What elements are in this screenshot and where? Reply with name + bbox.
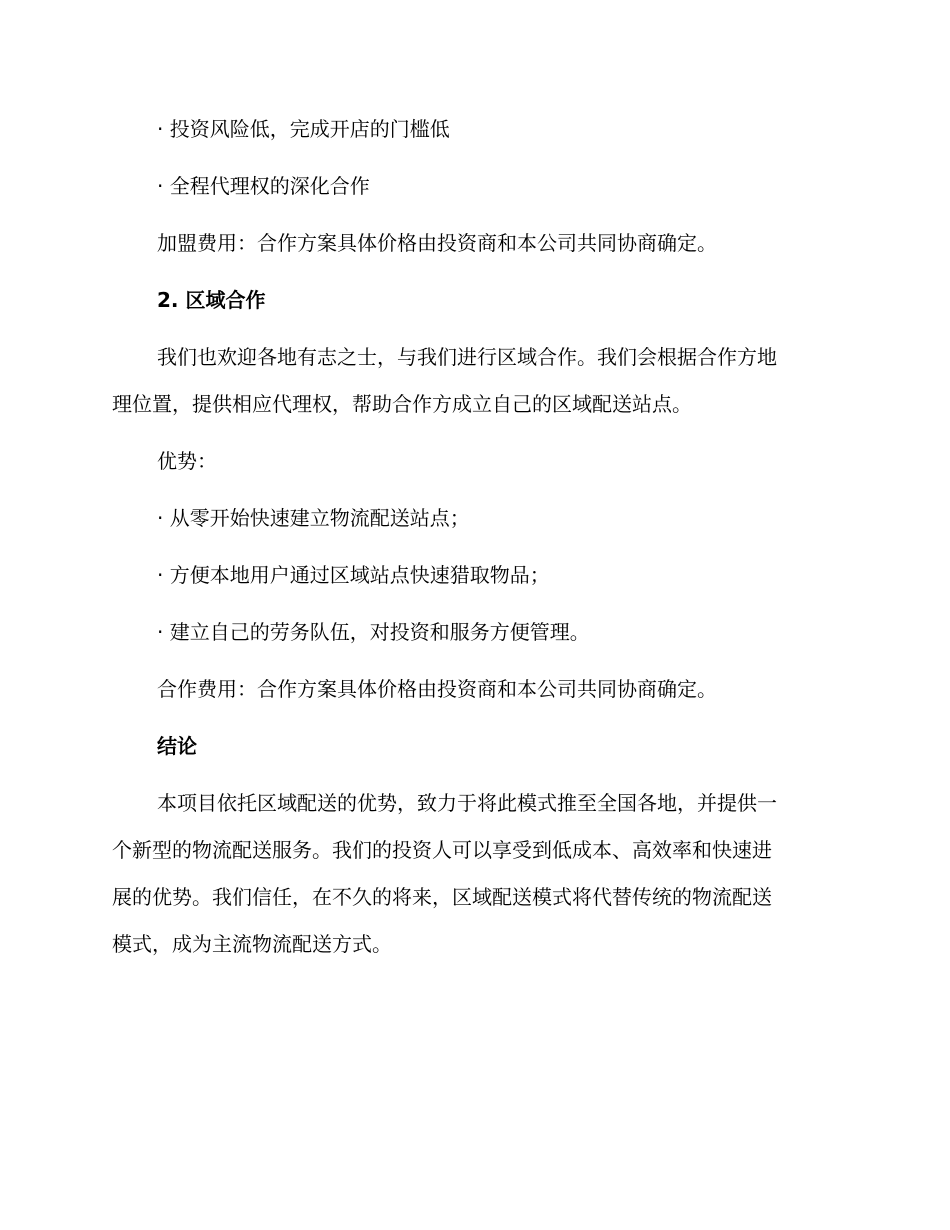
- bullet-item: · 全程代理权的深化合作: [157, 174, 370, 198]
- section-heading-regional: 2. 区域合作: [157, 288, 266, 312]
- franchise-fee-text: 加盟费用：合作方案具体价格由投资商和本公司共同协商确定。: [157, 231, 717, 255]
- advantages-label: 优势：: [157, 449, 217, 473]
- bullet-item: · 投资风险低，完成开店的门槛低: [157, 117, 450, 141]
- paragraph-line: 个新型的物流配送服务。我们的投资人可以享受到低成本、高效率和快速进: [112, 838, 772, 862]
- paragraph-line: 模式，成为主流物流配送方式。: [112, 932, 392, 956]
- paragraph-line: 展的优势。我们信任，在不久的将来，区域配送模式将代替传统的物流配送: [112, 885, 772, 909]
- bullet-item: · 方便本地用户通过区域站点快速猎取物品；: [157, 563, 550, 587]
- paragraph-line: 我们也欢迎各地有志之士，与我们进行区域合作。我们会根据合作方地: [157, 345, 777, 369]
- section-heading-conclusion: 结论: [157, 734, 197, 758]
- paragraph-line: 本项目依托区域配送的优势，致力于将此模式推至全国各地，并提供一: [157, 791, 777, 815]
- paragraph-line: 理位置，提供相应代理权，帮助合作方成立自己的区域配送站点。: [112, 392, 692, 416]
- bullet-item: · 建立自己的劳务队伍，对投资和服务方便管理。: [157, 620, 590, 644]
- cooperation-fee-text: 合作费用：合作方案具体价格由投资商和本公司共同协商确定。: [157, 677, 717, 701]
- bullet-item: · 从零开始快速建立物流配送站点；: [157, 506, 470, 530]
